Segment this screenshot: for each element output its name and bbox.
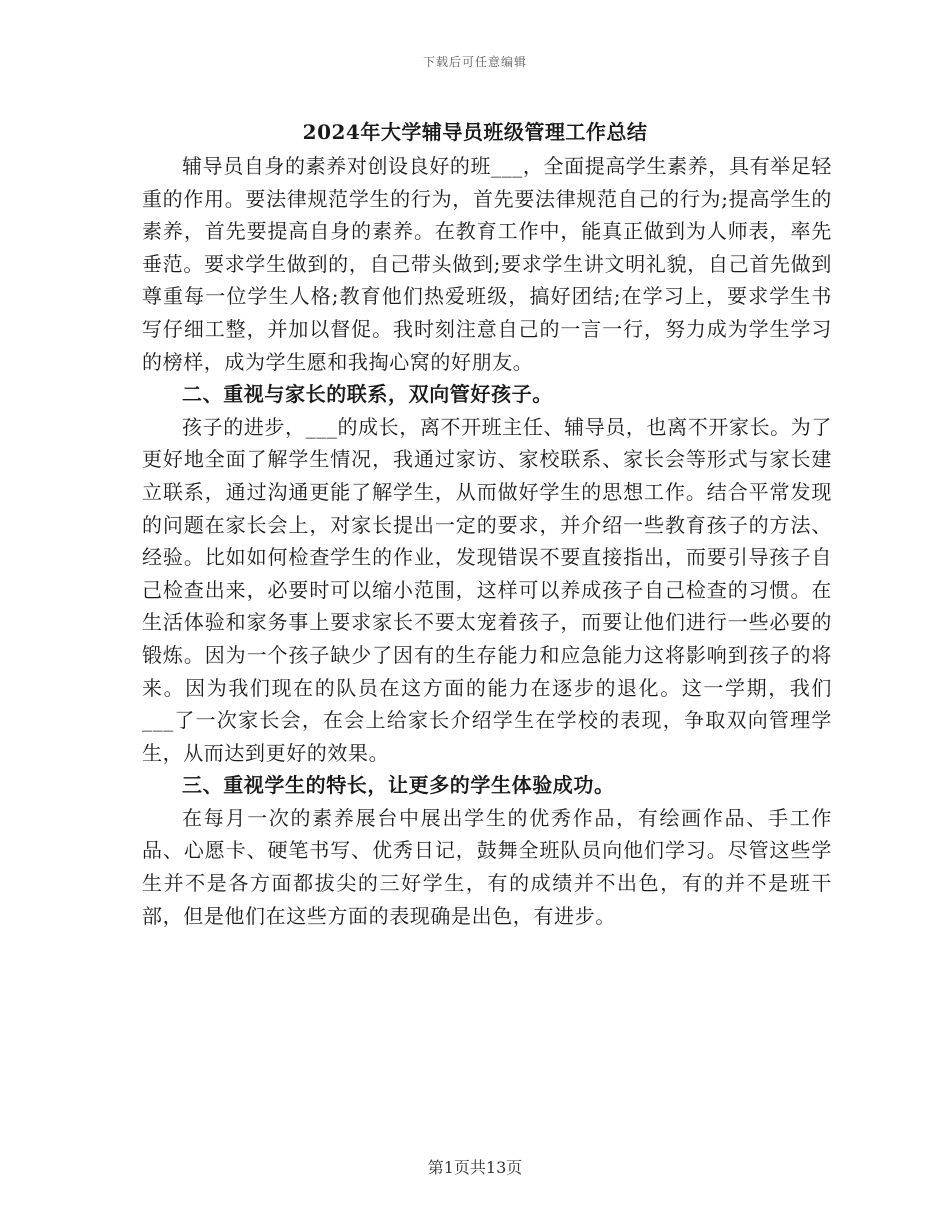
page-number: 第1页共13页 <box>427 1158 523 1177</box>
section-heading-student-strengths: 三、重视学生的特长，让更多的学生体验成功。 <box>182 773 615 798</box>
paragraph-intro: 辅导员自身的素养对创设良好的班___，全面提高学生素养，具有举足轻重的作用。要法律规范学生的行为，首先要法律规范自己的行为;提高学生的素养，首先要提高自身的素养。在教育工作中，能真正做到为人师表，率先垂范。要求学生做到的，自己带头做到;要求学生讲文明礼貌，自己首先做到尊重每一位学生人格;教育他们热爱班级，搞好团结;在学习上，要求学生书写仔细工整，并加以督促。我时刻注意自己的一言一行，努力成为学生学习的榜样，成为学生愿和我掏心窝的好朋友。 <box>142 154 832 374</box>
document-title: 2024年大学辅导员班级管理工作总结 <box>302 120 648 144</box>
paragraph-parent-contact: 孩子的进步，___的成长，离不开班主任、辅导员，也离不开家长。为了更好地全面了解学生情况，我通过家访、家校联系、家长会等形式与家长建立联系，通过沟通更能了解学生，从而做好学生的思想工作。结合平常发现的问题在家长会上，对家长提出一定的要求，并介绍一些教育孩子的方法、经验。比如如何检查学生的作业，发现错误不要直接指出，而要引导孩子自己检查出来，必要时可以缩小范围，这样可以养成孩子自己检查的习惯。在生活体验和家务事上要求家长不要太宠着孩子，而要让他们进行一些必要的锻炼。因为一个孩子缺少了因有的生存能力和应急能力这将影响到孩子的将来。因为我们现在的队员在这方面的能力在逐步的退化。这一学期，我们___了一次家长会，在会上给家长介绍学生在学校的表现，争取双向管理学生，从而达到更好的效果。 <box>142 414 832 765</box>
section-heading-parent-contact: 二、重视与家长的联系，双向管好孩子。 <box>182 382 553 407</box>
document-body <box>142 150 832 932</box>
page-header-note: 下载后可任意编辑 <box>422 55 527 69</box>
paragraph-student-strengths: 在每月一次的素养展台中展出学生的优秀作品，有绘画作品、手工作品、心愿卡、硬笔书写、优秀日记，鼓舞全班队员向他们学习。尽管这些学生并不是各方面都拔尖的三好学生，有的成绩并不出色，有的并不是班干部，但是他们在这些方面的表现确是出色，有进步。 <box>142 805 832 928</box>
